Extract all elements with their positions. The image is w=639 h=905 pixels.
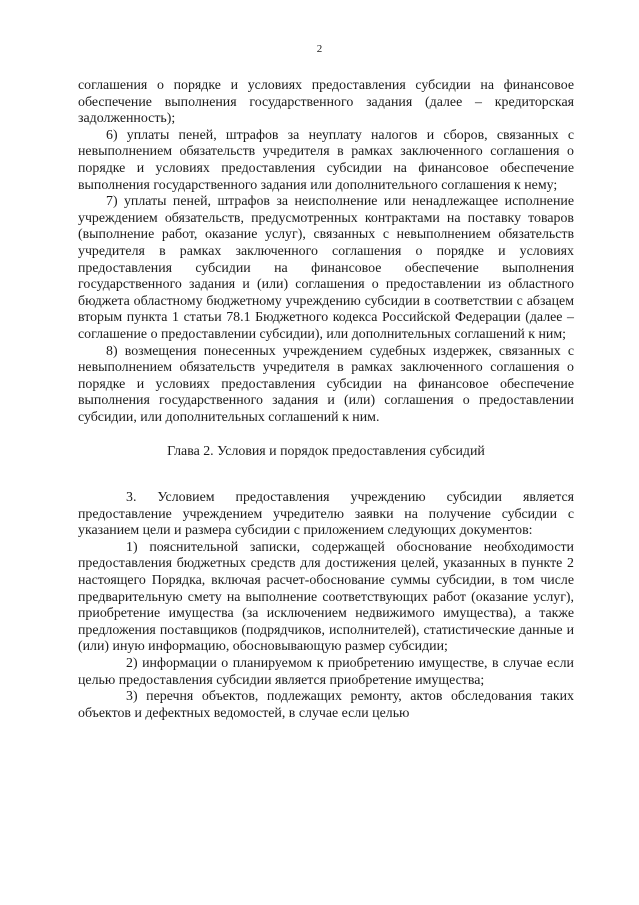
paragraph-item-7: 7) уплаты пеней, штрафов за неисполнение или ненадлежащее исполнение учреждением обязательств, предусмотренных контрактами на поставку товаров (выполнение работ, оказание услуг), связанных с невыполнением обязательств учредителя в рамках заключенного соглашения о порядке и условиях предоставления субсидии на финансовое обеспечение выполнения государственного задания и (или) соглашения о предоставлении из областного бюджета областному бюджетному учреждению субсидии в соответствии с абзацем вторым пункта 1 статьи 78.1 Бюджетного кодекса Российской Федерации (далее – соглашение о предоставлении субсидии), или дополнительных соглашений к ним; — [78, 194, 574, 342]
document-body — [78, 78, 574, 722]
paragraph-clause-3: 3. Условием предоставления учреждению субсидии является предоставление учреждением учредителю заявки на получение субсидии с указанием цели и размера субсидии с приложением следующих документов: — [78, 490, 574, 539]
paragraph-subitem-2: 2) информации о планируемом к приобретению имуществе, в случае если целью предоставления субсидии является приобретение имущества; — [78, 656, 574, 688]
paragraph-item-6: 6) уплаты пеней, штрафов за неуплату налогов и сборов, связанных с невыполнением обязательств учредителя в рамках заключенного соглашения о порядке и условиях предоставления субсидии на финансовое обеспечение выполнения государственного задания или дополнительного соглашения к нему; — [78, 127, 574, 193]
paragraph-subitem-3: 3) перечня объектов, подлежащих ремонту, актов обследования таких объектов и дефектных ведомостей, в случае если целью — [78, 689, 574, 721]
paragraph-item-8: 8) возмещения понесенных учреждением судебных издержек, связанных с невыполнением обязательств учредителя в рамках заключенного соглашения о порядке и условиях предоставления субсидии на финансовое обеспечение выполнения государственного задания и (или) соглашения о предоставлении субсидии, или дополнительных соглашений к ним. — [78, 343, 574, 425]
page-number: 2 — [316, 43, 323, 55]
chapter-heading: Глава 2. Условия и порядок предоставления субсидий — [167, 444, 485, 460]
paragraph-subitem-1: 1) пояснительной записки, содержащей обоснование необходимости предоставления бюджетных средств для достижения целей, указанных в пункте 2 настоящего Порядка, включая расчет-обоснование суммы субсидии, в том числе предварительную смету на выполнение соответствующих работ (оказание услуг), приобретение имущества (за исключением недвижимого имущества), а также предложения поставщиков (подрядчиков, исполнителей), статистические данные и (или) иную информацию, обосновывающую размер субсидии; — [78, 539, 574, 655]
paragraph-continuation: соглашения о порядке и условиях предоставления субсидии на финансовое обеспечение выполнения государственного задания (далее – кредиторская задолженность); — [78, 78, 574, 127]
